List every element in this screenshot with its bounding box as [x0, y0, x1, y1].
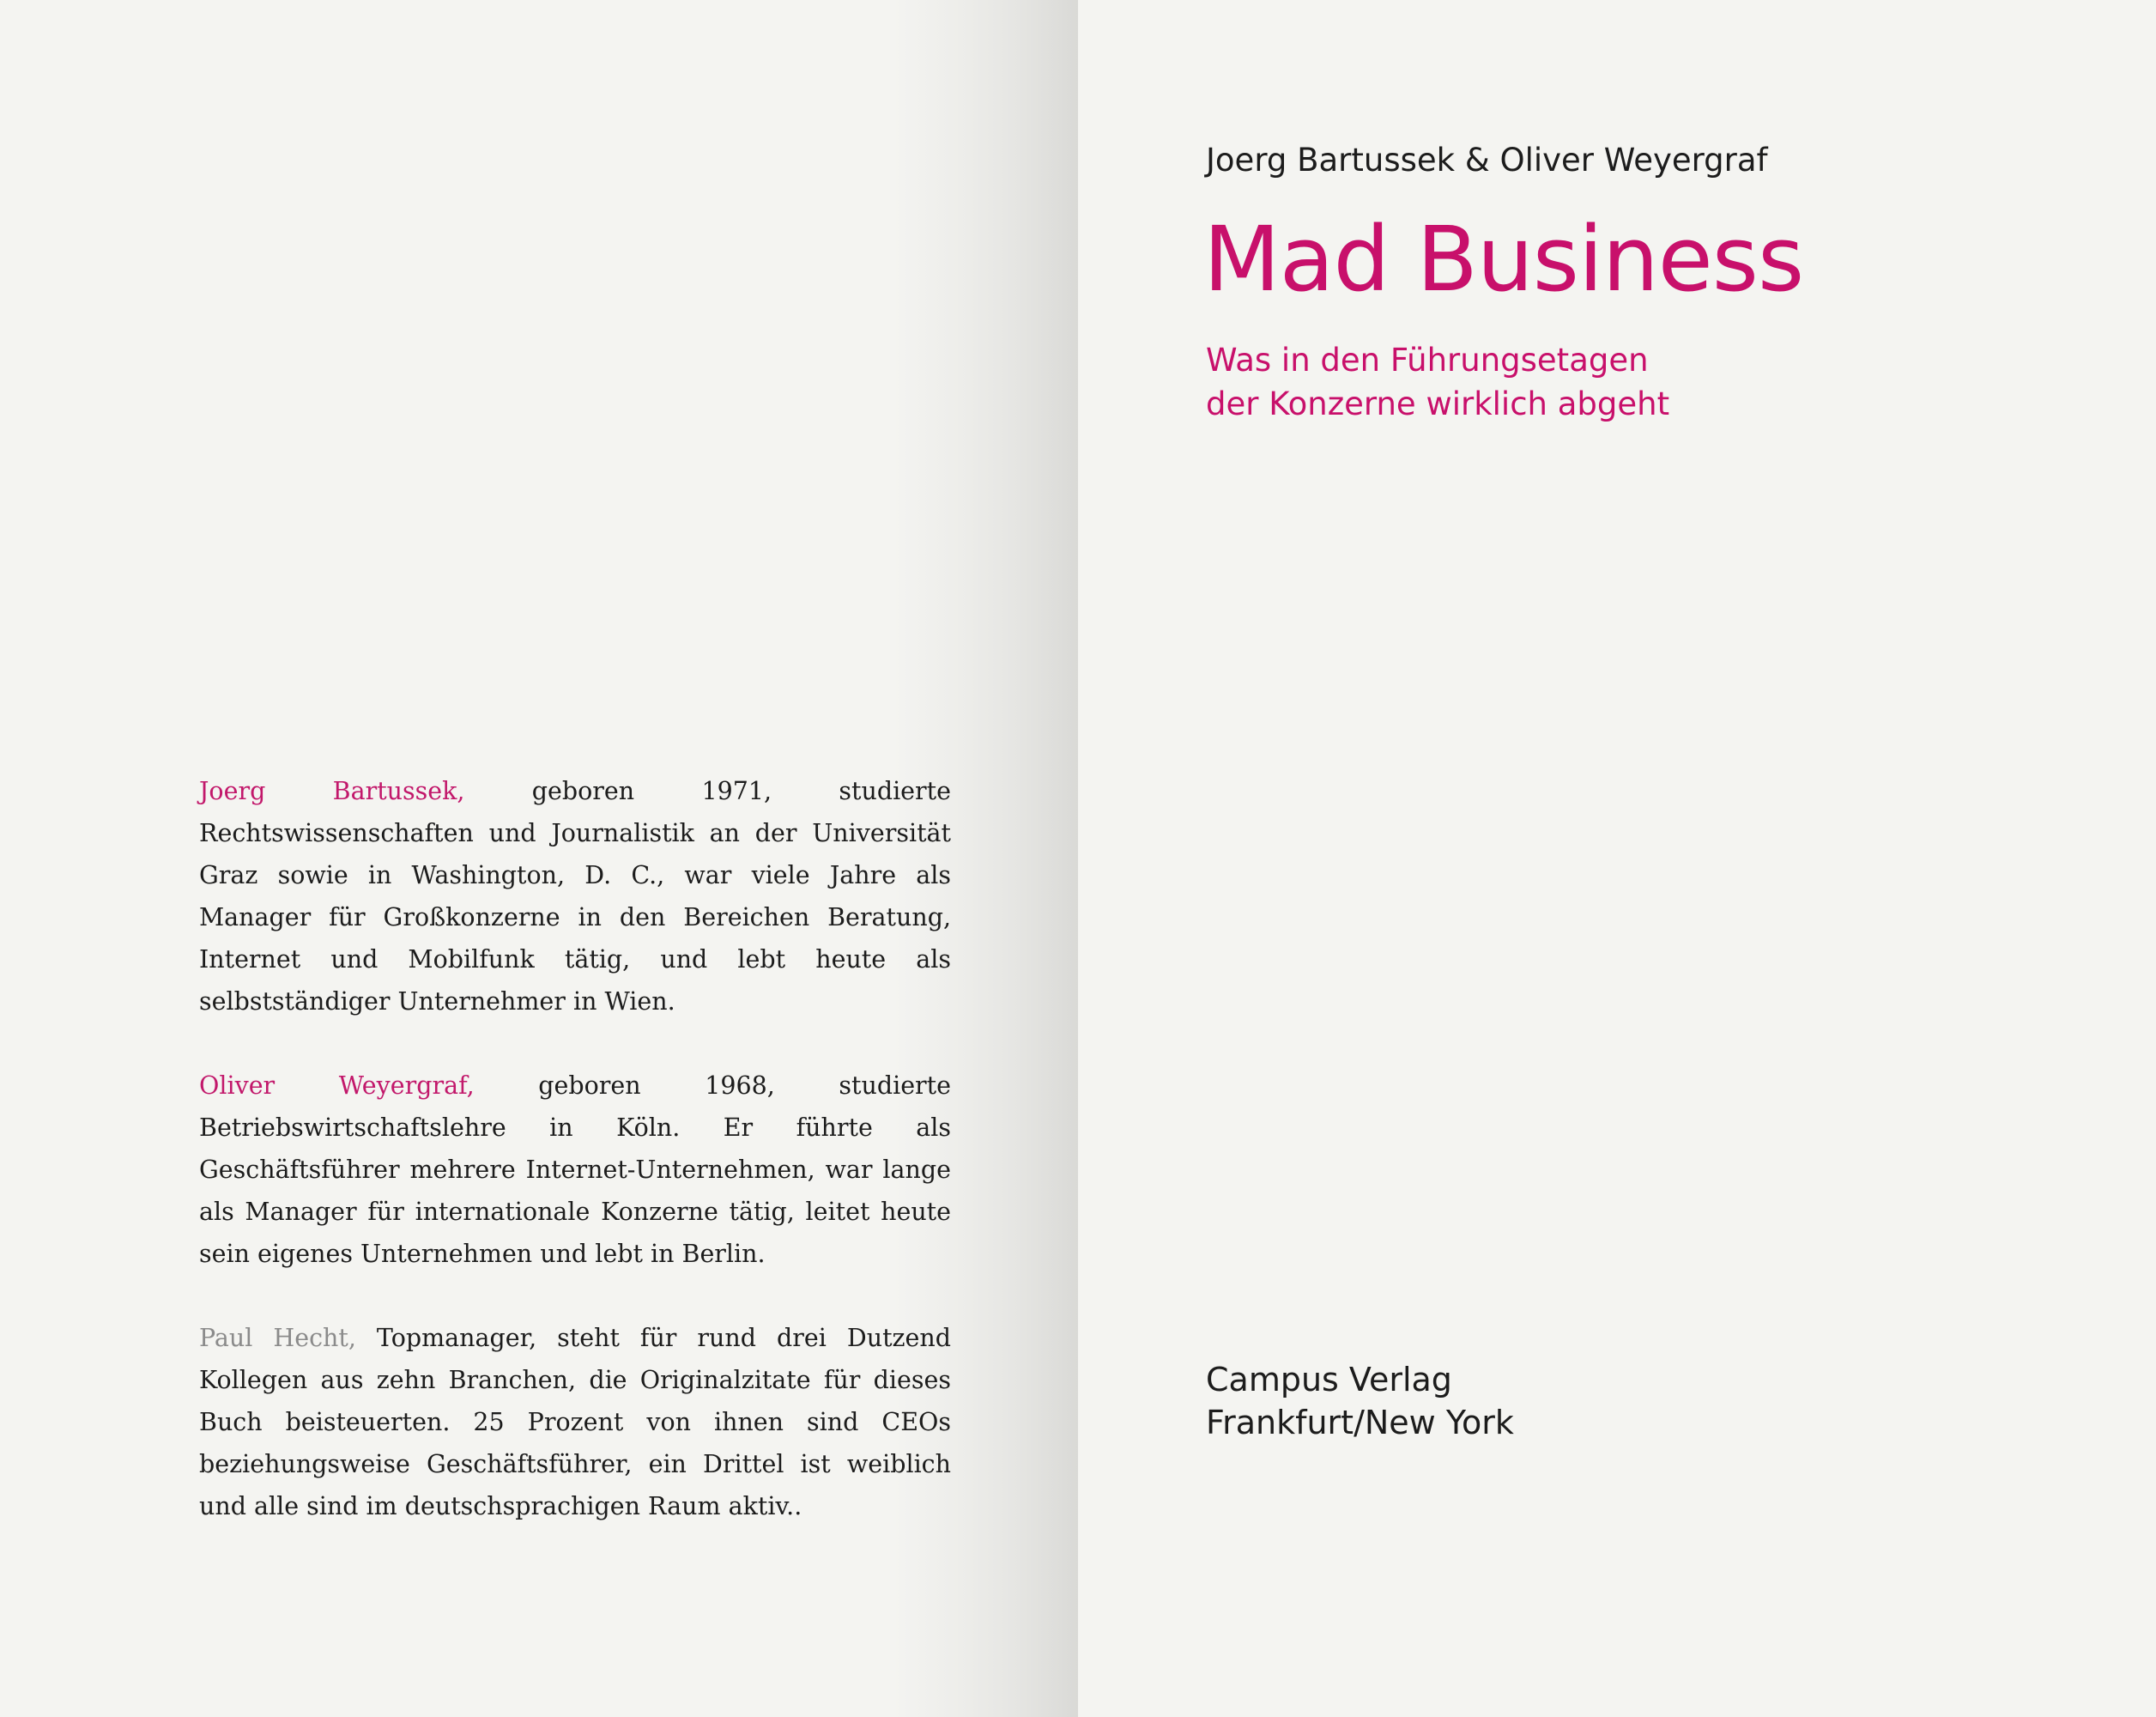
publisher-location: Frankfurt/New York [1206, 1404, 1514, 1441]
bio-text: geboren 1971, studierte Rechtswissenschaften und Journalistik an der Universität Graz sowie in Washington, D. C., war viele Jahre als Manager für Großkonzerne in den Bereichen Beratung, Internet und Mobilfunk tätig, und lebt heute als selbstständiger Unternehmer in Wien. [199, 777, 951, 1016]
publisher-name: Campus Verlag [1206, 1361, 1452, 1398]
subtitle-line: der Konzerne wirklich abgeht [1206, 385, 1670, 422]
author-bios [199, 770, 951, 1569]
bio-name: Paul Hecht, [199, 1324, 356, 1352]
bio-text: geboren 1968, studierte Betriebswirtschaftslehre in Köln. Er führte als Geschäftsführer mehrere Internet-Unternehmen, war lange als Manager für internationale Konzerne tätig, leitet heute sein eigenes Unternehmen und lebt in Berlin. [199, 1071, 952, 1268]
book-title: Mad Business [1203, 207, 1804, 312]
bio-name: Oliver Weyergraf, [199, 1071, 475, 1100]
bio-paul-hecht [199, 1317, 951, 1527]
publisher-imprint [1206, 1358, 1514, 1444]
bio-joerg-bartussek [199, 770, 951, 1022]
book-authors: Joerg Bartussek & Oliver Weyergraf [1206, 142, 1768, 179]
bio-oliver-weyergraf [199, 1065, 951, 1275]
bio-text: Topmanager, steht für rund drei Dutzend Kollegen aus zehn Branchen, die Originalzitate für dieses Buch beisteuerten. 25 Prozent von ihnen sind CEOs beziehungsweise Geschäftsführer, ein Drittel ist weiblich und alle sind im deutschsprachigen Raum aktiv.. [199, 1324, 951, 1520]
subtitle-line: Was in den Führungsetagen [1206, 342, 1649, 379]
book-subtitle [1206, 338, 1669, 426]
bio-name: Joerg Bartussek, [199, 777, 465, 805]
